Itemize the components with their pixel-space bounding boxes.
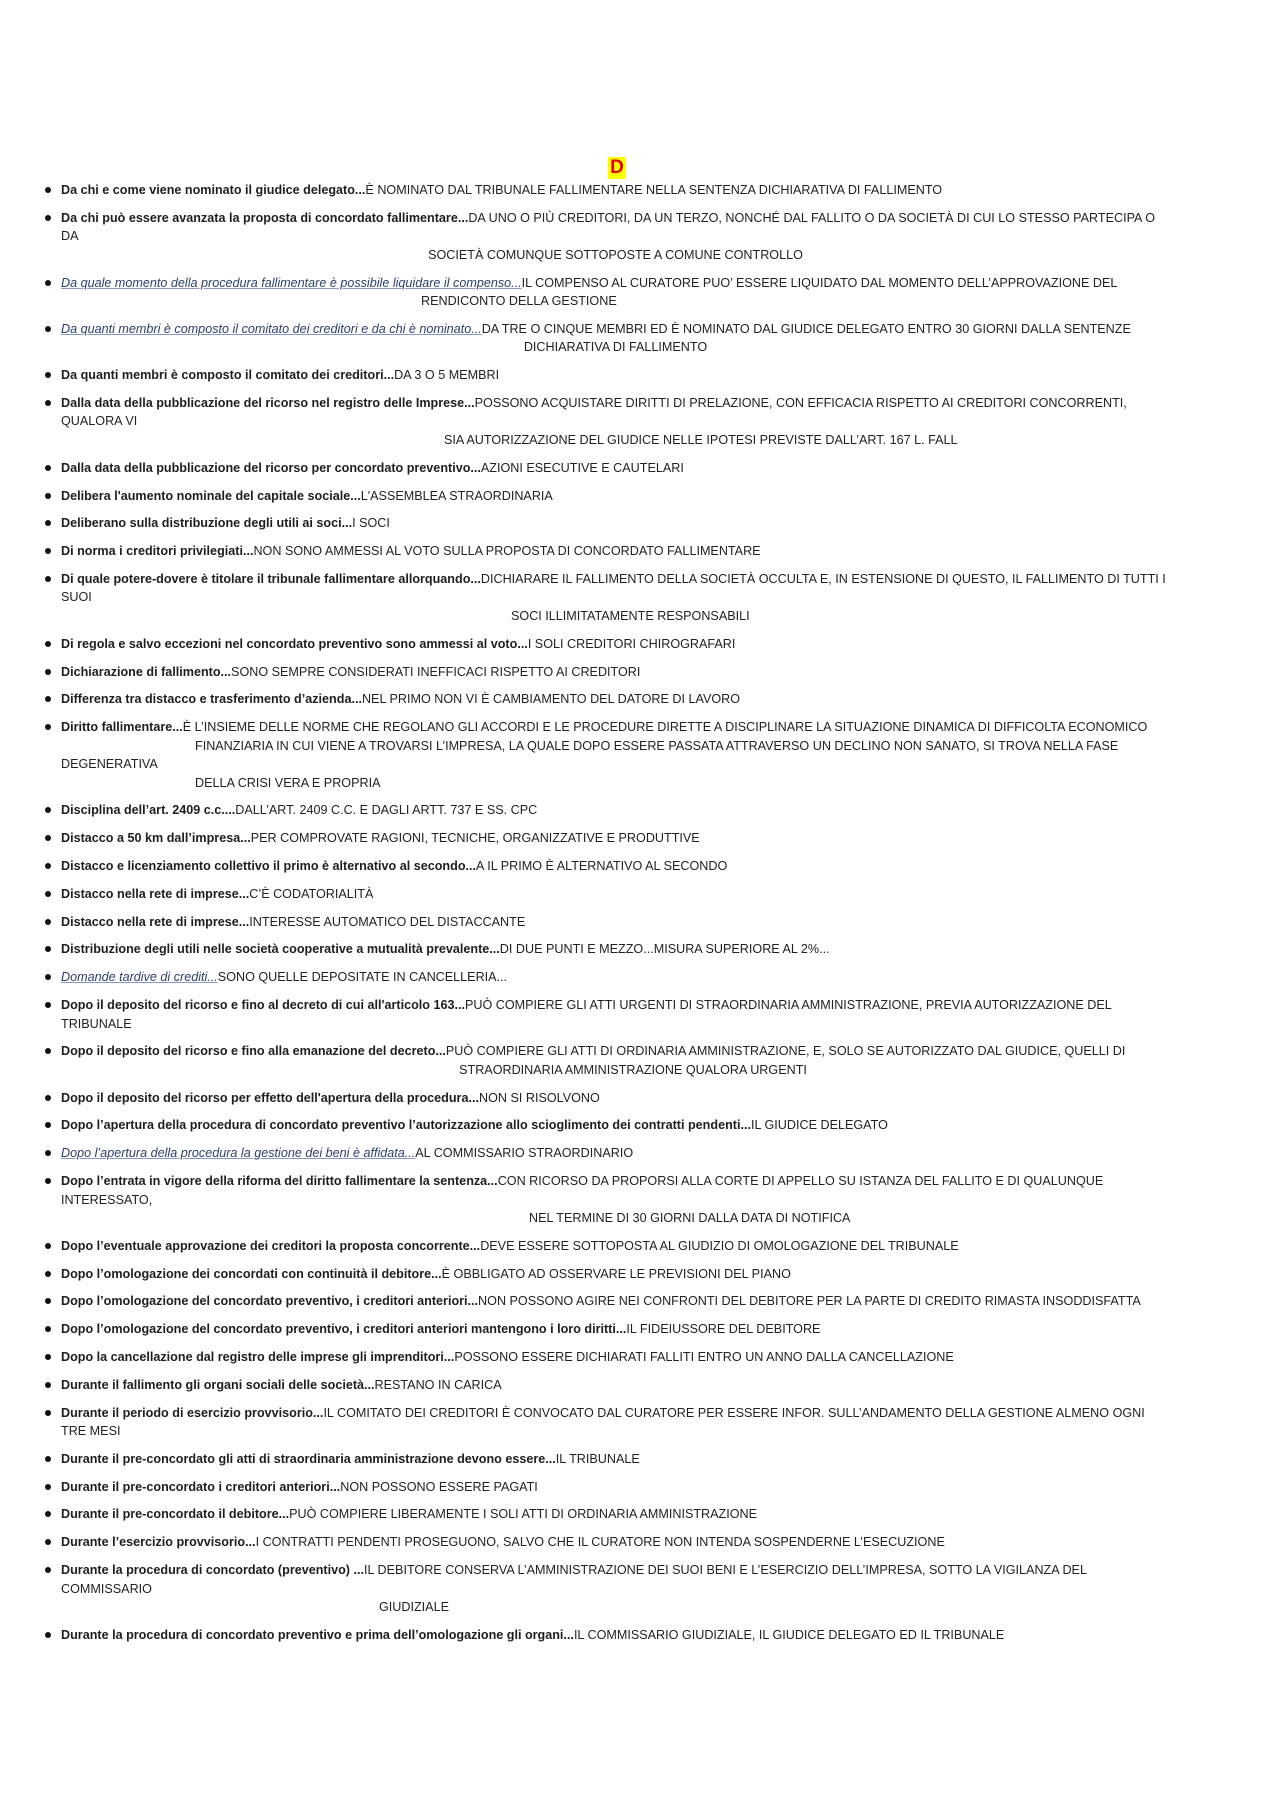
answer: NON POSSONO ESSERE PAGATI	[340, 1479, 538, 1494]
list-item	[0, 718, 1280, 792]
answer-continuation: FINANZIARIA IN CUI VIENE A TROVARSI L’IMPRESA, LA QUALE DOPO ESSERE PASSATA ATTRAVERSO UN DECLINO NON SANATO, SI TROVA NELLA FASE	[195, 738, 1119, 753]
question: Dopo l’eventuale approvazione dei creditori la proposta concorrente...	[61, 1238, 481, 1253]
answer: A IL PRIMO È ALTERNATIVO AL SECONDO	[476, 859, 728, 874]
list-item	[0, 514, 1280, 533]
question: Durante la procedura di concordato preventivo e prima dell’omologazione gli organi...	[61, 1627, 574, 1642]
answer: DA 3 O 5 MEMBRI	[394, 368, 500, 383]
answer-continuation: STRAORDINARIA AMMINISTRAZIONE QUALORA URGENTI	[459, 1062, 807, 1077]
answer-continuation: DICHIARATIVA DI FALLIMENTO	[523, 340, 708, 355]
answer: NON POSSONO AGIRE NEI CONFRONTI DEL DEBITORE PER LA PARTE DI CREDITO RIMASTA INSODDISFATTA	[478, 1294, 1141, 1309]
answer: I SOCI	[352, 516, 390, 531]
list-item	[0, 1172, 1280, 1228]
question: Distacco e licenziamento collettivo il primo è alternativo al secondo...	[61, 859, 477, 874]
list-item	[0, 1478, 1280, 1497]
list-item	[0, 1237, 1280, 1256]
question: Durante la procedura di concordato (preventivo) ...	[61, 1563, 365, 1578]
list-item	[0, 1626, 1280, 1645]
list-item	[0, 968, 1280, 987]
answer: È OBBLIGATO AD OSSERVARE LE PREVISIONI DEL PIANO	[441, 1266, 791, 1281]
answer: È NOMINATO DAL TRIBUNALE FALLIMENTARE NELLA SENTENZA DICHIARATIVA DI FALLIMENTO	[365, 183, 943, 197]
question: Dopo il deposito del ricorso e fino alla emanazione del decreto...	[61, 1044, 446, 1059]
answer: I SOLI CREDITORI CHIROGRAFARI	[527, 636, 736, 651]
list-item	[0, 940, 1280, 959]
question: Da chi può essere avanzata la proposta di concordato fallimentare...	[61, 210, 469, 225]
answer: È L’INSIEME DELLE NORME CHE REGOLANO GLI ACCORDI E LE PROCEDURE DIRETTE A DISCIPLINARE LA SITUAZIONE DINAMICA DI DIFFICOLTA ECONOMICO	[182, 720, 1148, 735]
question: Diritto fallimentare...	[61, 720, 183, 735]
answer: IL COMPENSO AL CURATORE PUO’ ESSERE LIQUIDATO DAL MOMENTO DELL’APPROVAZIONE DEL	[521, 275, 1118, 290]
question: Dopo l’omologazione dei concordati con continuità il debitore...	[61, 1266, 442, 1281]
list-item	[0, 366, 1280, 385]
list-item	[0, 1533, 1280, 1552]
question: Delibera l'aumento nominale del capitale sociale...	[61, 488, 361, 503]
answer: IL DEBITORE CONSERVA L’AMMINISTRAZIONE DEI SUOI BENI E L’ESERCIZIO DELL’IMPRESA, SOTTO LA VIGILANZA DEL COMMISSARIO	[61, 1563, 1087, 1596]
answer: I CONTRATTI PENDENTI PROSEGUONO, SALVO CHE IL CURATORE NON INTENDA SOSPENDERNE L’ESECUZIONE	[255, 1535, 945, 1550]
question: Distacco a 50 km dall’impresa...	[61, 831, 251, 846]
question: Dopo il deposito del ricorso e fino al decreto di cui all'articolo 163...	[61, 998, 465, 1013]
list-item	[0, 857, 1280, 876]
list-item	[0, 1042, 1280, 1079]
answer: IL GIUDICE DELEGATO	[750, 1118, 888, 1133]
list-item	[0, 1144, 1280, 1163]
question: Di regola e salvo eccezioni nel concordato preventivo sono ammessi al voto...	[61, 636, 528, 651]
answer: IL COMITATO DEI CREDITORI È CONVOCATO DAL CURATORE PER ESSERE INFOR. SULL’ANDAMENTO DELLA GESTIONE ALMENO OGNI TRE MESI	[61, 1405, 1145, 1439]
answer: NON SI RISOLVONO	[478, 1090, 600, 1105]
question-link[interactable]: Dopo l’apertura della procedura la gestione dei beni è affidata...	[61, 1146, 416, 1161]
list-item	[0, 1348, 1280, 1367]
answer: NON SONO AMMESSI AL VOTO SULLA PROPOSTA DI CONCORDATO FALLIMENTARE	[253, 544, 761, 559]
answer-continuation: DELLA CRISI VERA E PROPRIA	[195, 775, 381, 790]
question: Dopo l’apertura della procedura di concordato preventivo l’autorizzazione allo scioglimento dei contratti pendenti...	[61, 1118, 751, 1133]
answer: IL FIDEIUSSORE DEL DEBITORE	[626, 1322, 821, 1337]
answer-continuation: NEL TERMINE DI 30 GIORNI DALLA DATA DI NOTIFICA	[529, 1211, 851, 1226]
answer: RESTANO IN CARICA	[374, 1377, 502, 1392]
question: Dopo il deposito del ricorso per effetto dell'apertura della procedura...	[61, 1090, 479, 1105]
question: Dalla data della pubblicazione del ricorso per concordato preventivo...	[61, 460, 481, 475]
answer-continuation: RENDICONTO DELLA GESTIONE	[421, 294, 617, 309]
list-item	[0, 885, 1280, 904]
section-letter: D	[608, 157, 626, 179]
answer-continuation: SIA AUTORIZZAZIONE DEL GIUDICE NELLE IPOTESI PREVISTE DALL’ART. 167 L. FALL	[444, 432, 958, 447]
list-item	[0, 570, 1280, 626]
list-item	[0, 1505, 1280, 1524]
list-item	[0, 209, 1280, 265]
question: Dopo l’omologazione del concordato preventivo, i creditori anteriori mantengono i loro diritti...	[61, 1322, 627, 1337]
answer-continuation: SOCI ILLIMITATAMENTE RESPONSABILI	[511, 608, 750, 623]
question: Dopo l’entrata in vigore della riforma del diritto fallimentare la sentenza...	[61, 1174, 498, 1189]
question: Da chi e come viene nominato il giudice delegato...	[61, 183, 366, 197]
question: Distacco nella rete di imprese...	[61, 886, 250, 901]
answer: AZIONI ESECUTIVE E CAUTELARI	[480, 460, 684, 475]
question: Distacco nella rete di imprese...	[61, 914, 250, 929]
list-item	[0, 801, 1280, 820]
question: Durante il fallimento gli organi sociali delle società...	[61, 1377, 375, 1392]
question: Durante il periodo di esercizio provvisorio...	[61, 1405, 324, 1420]
list-item	[0, 1320, 1280, 1339]
list-item	[0, 829, 1280, 848]
question: Dichiarazione di fallimento...	[61, 664, 232, 679]
question: Durante l’esercizio provvisorio...	[61, 1535, 256, 1550]
entry-list	[0, 181, 1280, 1654]
list-item	[0, 690, 1280, 709]
question: Durante il pre-concordato i creditori anteriori...	[61, 1479, 341, 1494]
question: Durante il pre-concordato gli atti di straordinaria amministrazione devono essere...	[61, 1451, 556, 1466]
list-item	[0, 320, 1280, 357]
list-item	[0, 1116, 1280, 1135]
question: Disciplina dell’art. 2409 c.c....	[61, 803, 236, 818]
question: Dopo la cancellazione dal registro delle imprese gli imprenditori...	[61, 1350, 455, 1364]
list-item	[0, 1561, 1280, 1617]
list-item	[0, 1404, 1280, 1441]
answer-continuation: DEGENERATIVA	[61, 757, 158, 772]
list-item	[0, 459, 1280, 478]
question: Dopo l’omologazione del concordato preventivo, i creditori anteriori...	[61, 1294, 479, 1309]
answer: DALL’ART. 2409 C.C. E DAGLI ARTT. 737 E SS. CPC	[235, 803, 538, 818]
answer: AL COMMISSARIO STRAORDINARIO	[415, 1146, 634, 1161]
list-item	[0, 542, 1280, 561]
list-item	[0, 635, 1280, 654]
question: Dalla data della pubblicazione del ricorso nel registro delle Imprese...	[61, 395, 475, 410]
answer: PER COMPROVATE RAGIONI, TECNICHE, ORGANIZZATIVE E PRODUTTIVE	[250, 831, 700, 846]
answer: DEVE ESSERE SOTTOPOSTA AL GIUDIZIO DI OMOLOGAZIONE DEL TRIBUNALE	[480, 1238, 959, 1253]
list-item	[0, 394, 1280, 450]
answer: POSSONO ESSERE DICHIARATI FALLITI ENTRO UN ANNO DALLA CANCELLAZIONE	[454, 1350, 954, 1364]
list-item	[0, 1265, 1280, 1284]
answer: DICHIARARE IL FALLIMENTO DELLA SOCIETÀ OCCULTA E, IN ESTENSIONE DI QUESTO, IL FALLIMENTO DI TUTTI I SUOI	[61, 571, 1166, 605]
list-item	[0, 274, 1280, 311]
answer: PUÒ COMPIERE GLI ATTI URGENTI DI STRAORDINARIA AMMINISTRAZIONE, PREVIA AUTORIZZAZIONE DEL TRIBUNALE	[61, 998, 1112, 1031]
answer: PUÒ COMPIERE GLI ATTI DI ORDINARIA AMMINISTRAZIONE, E, SOLO SE AUTORIZZATO DAL GIUDICE, QUELLI DI	[445, 1044, 1126, 1059]
list-item	[0, 1292, 1280, 1311]
question-link[interactable]: Da quale momento della procedura fallimentare è possibile liquidare il compenso...	[61, 275, 522, 290]
list-item	[0, 487, 1280, 506]
answer: DI DUE PUNTI E MEZZO...MISURA SUPERIORE AL 2%...	[499, 942, 830, 957]
list-item	[0, 996, 1280, 1033]
list-item	[0, 1089, 1280, 1108]
question: Da quanti membri è composto il comitato dei creditori...	[61, 368, 395, 383]
answer: IL COMMISSARIO GIUDIZIALE, IL GIUDICE DELEGATO ED IL TRIBUNALE	[573, 1627, 1005, 1642]
answer: PUÒ COMPIERE LIBERAMENTE I SOLI ATTI DI ORDINARIA AMMINISTRAZIONE	[289, 1507, 758, 1522]
answer: DA UNO O PIÙ CREDITORI, DA UN TERZO, NONCHÉ DAL FALLITO O DA SOCIETÀ DI CUI LO STESSO PARTECIPA O DA	[61, 210, 1156, 244]
answer-continuation: GIUDIZIALE	[379, 1600, 449, 1615]
question: Distribuzione degli utili nelle società cooperative a mutualità prevalente...	[61, 942, 500, 957]
answer: L'ASSEMBLEA STRAORDINARIA	[360, 488, 553, 503]
list-item	[0, 913, 1280, 932]
list-item	[0, 1450, 1280, 1469]
question: Differenza tra distacco e trasferimento d’azienda...	[61, 692, 362, 707]
list-item	[0, 1376, 1280, 1395]
answer-continuation: SOCIETÀ COMUNQUE SOTTOPOSTE A COMUNE CONTROLLO	[428, 247, 803, 262]
answer: SONO QUELLE DEPOSITATE IN CANCELLERIA...	[217, 970, 508, 985]
answer: INTERESSE AUTOMATICO DEL DISTACCANTE	[249, 914, 526, 929]
question: Di norma i creditori privilegiati...	[61, 544, 254, 559]
question: Di quale potere-dovere è titolare il tribunale fallimentare allorquando...	[61, 571, 481, 586]
question-link[interactable]: Da quanti membri è composto il comitato dei creditori e da chi è nominato...	[61, 321, 482, 336]
answer: POSSONO ACQUISTARE DIRITTI DI PRELAZIONE, CON EFFICACIA RISPETTO AI CREDITORI CONCORRENTI, QUALORA VI	[61, 395, 1127, 429]
answer: C’È CODATORIALITÀ	[249, 886, 374, 901]
question-link[interactable]: Domande tardive di crediti...	[61, 970, 218, 985]
answer: IL TRIBUNALE	[555, 1451, 640, 1466]
list-item	[0, 181, 1280, 200]
question: Deliberano sulla distribuzione degli utili ai soci...	[61, 516, 353, 531]
answer: DA TRE O CINQUE MEMBRI ED È NOMINATO DAL GIUDICE DELEGATO ENTRO 30 GIORNI DALLA SENTENZE	[481, 321, 1131, 336]
answer: NEL PRIMO NON VI È CAMBIAMENTO DEL DATORE DI LAVORO	[361, 692, 741, 707]
list-item	[0, 663, 1280, 682]
question: Durante il pre-concordato il debitore...	[61, 1507, 290, 1522]
answer: CON RICORSO DA PROPORSI ALLA CORTE DI APPELLO SU ISTANZA DEL FALLITO E DI QUALUNQUE INTERESSATO,	[61, 1174, 1104, 1207]
answer: SONO SEMPRE CONSIDERATI INEFFICACI RISPETTO AI CREDITORI	[231, 664, 641, 679]
